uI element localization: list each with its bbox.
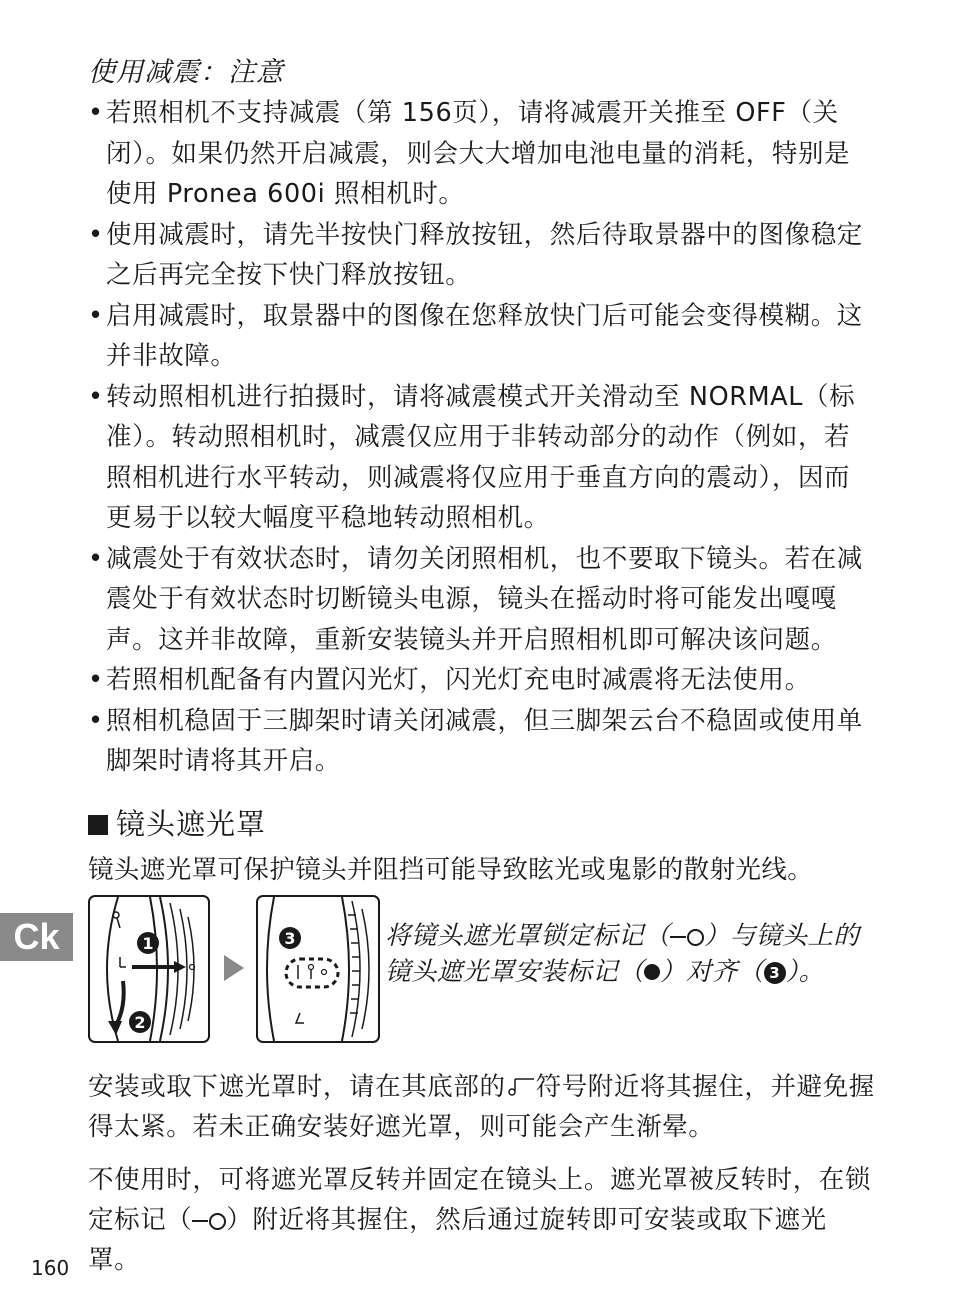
lock-mark-icon	[670, 929, 704, 943]
step-3-badge: 3	[764, 962, 786, 984]
caution-item	[88, 215, 868, 296]
page-number: 160	[31, 1256, 70, 1280]
paragraph-text: 不使用时，可将遮光罩反转并固定在镜头上。遮光罩被反转时，在锁定标记（	[88, 1165, 872, 1235]
caution-item	[88, 701, 868, 782]
caution-item	[88, 93, 868, 215]
hood-intro: 镜头遮光罩可保护镜头并阻挡可能导致眩光或鬼影的散射光线。	[88, 855, 814, 885]
caution-item-text: 若照相机不支持减震（第 156页），请将减震开关推至 OFF（关闭）。如果仍然开启减震，则会大大增加电池电量的消耗，特别是使用 Pronea 600i 照相机时。	[106, 98, 851, 209]
caution-item-text: 使用减震时，请先半按快门释放按钮，然后待取景器中的图像稳定之后再完全按下快门释放按钮。	[106, 219, 863, 290]
hood-grip-symbol-icon	[506, 1075, 536, 1097]
hood-storage-paragraph	[88, 1160, 878, 1280]
hood-handling-paragraph	[88, 1067, 878, 1147]
caution-title: 使用减震：注意	[88, 57, 284, 88]
step-2-label: 2	[134, 1013, 146, 1032]
caution-item-text: 若照相机配备有内置闪光灯，闪光灯充电时减震将无法使用。	[106, 665, 811, 695]
paragraph-text: 符号附近将其握住，并避免握得太紧。若未正确安装好遮光罩，则可能会产生渐晕。	[88, 1072, 875, 1142]
step-3-label: 3	[284, 929, 296, 948]
caption-text: 将镜头遮光罩锁定标记（	[385, 921, 670, 951]
caption-text: ）对齐（	[660, 957, 764, 987]
caution-item	[88, 660, 868, 701]
bullet-mark: •	[88, 381, 104, 412]
caution-item-text: 启用减震时，取景器中的图像在您释放快门后可能会变得模糊。这并非故障。	[106, 300, 863, 371]
bullet-mark: •	[88, 543, 104, 574]
caution-item	[88, 377, 868, 539]
lock-mark-icon	[192, 1213, 226, 1227]
section-title-text: 镜头遮光罩	[116, 807, 267, 841]
hood-attach-figure-left	[88, 895, 210, 1043]
paragraph-text: ）附近将其握住，然后通过旋转即可安装或取下遮光罩。	[88, 1205, 827, 1275]
bullet-mark: •	[88, 665, 104, 695]
caption-text: ）与镜头上的镜头遮光罩安装标记（	[385, 921, 860, 987]
bullet-mark: •	[88, 300, 104, 331]
bullet-mark: •	[88, 98, 104, 128]
caption-text: ）。	[785, 957, 825, 987]
bullet-mark: •	[88, 705, 104, 736]
caution-item-text: 减震处于有效状态时，请勿关闭照相机，也不要取下镜头。若在减震处于有效状态时切断镜头电源，镜头在摇动时将可能发出嘎嘎声。这并非故障，重新安装镜头并开启照相机即可解决该问题。	[106, 543, 863, 655]
caution-item	[88, 539, 868, 661]
figure-caption	[385, 918, 865, 990]
next-step-arrow-icon	[222, 953, 246, 983]
caution-item	[88, 296, 868, 377]
caution-item-text: 转动照相机进行拍摄时，请将减震模式开关滑动至 NORMAL（标准）。转动照相机时，减震仅应用于非转动部分的动作（例如，若照相机进行水平转动，则减震将仅应用于垂直方向的震动），因而更易于以较大幅度平稳地转动照相机。	[106, 381, 856, 533]
caution-item-text: 照相机稳固于三脚架时请关闭减震，但三脚架云台不稳固或使用单脚架时请将其开启。	[106, 705, 863, 776]
mount-dot-icon	[644, 964, 660, 980]
paragraph-text: 安装或取下遮光罩时，请在其底部的	[88, 1072, 506, 1102]
square-icon	[88, 815, 108, 835]
section-title	[88, 802, 266, 843]
language-tab: Ck	[0, 913, 73, 961]
hood-attach-figure-right	[256, 895, 380, 1043]
step-1-label: 1	[142, 934, 154, 953]
bullet-mark: •	[88, 219, 104, 250]
caution-list	[88, 93, 868, 782]
